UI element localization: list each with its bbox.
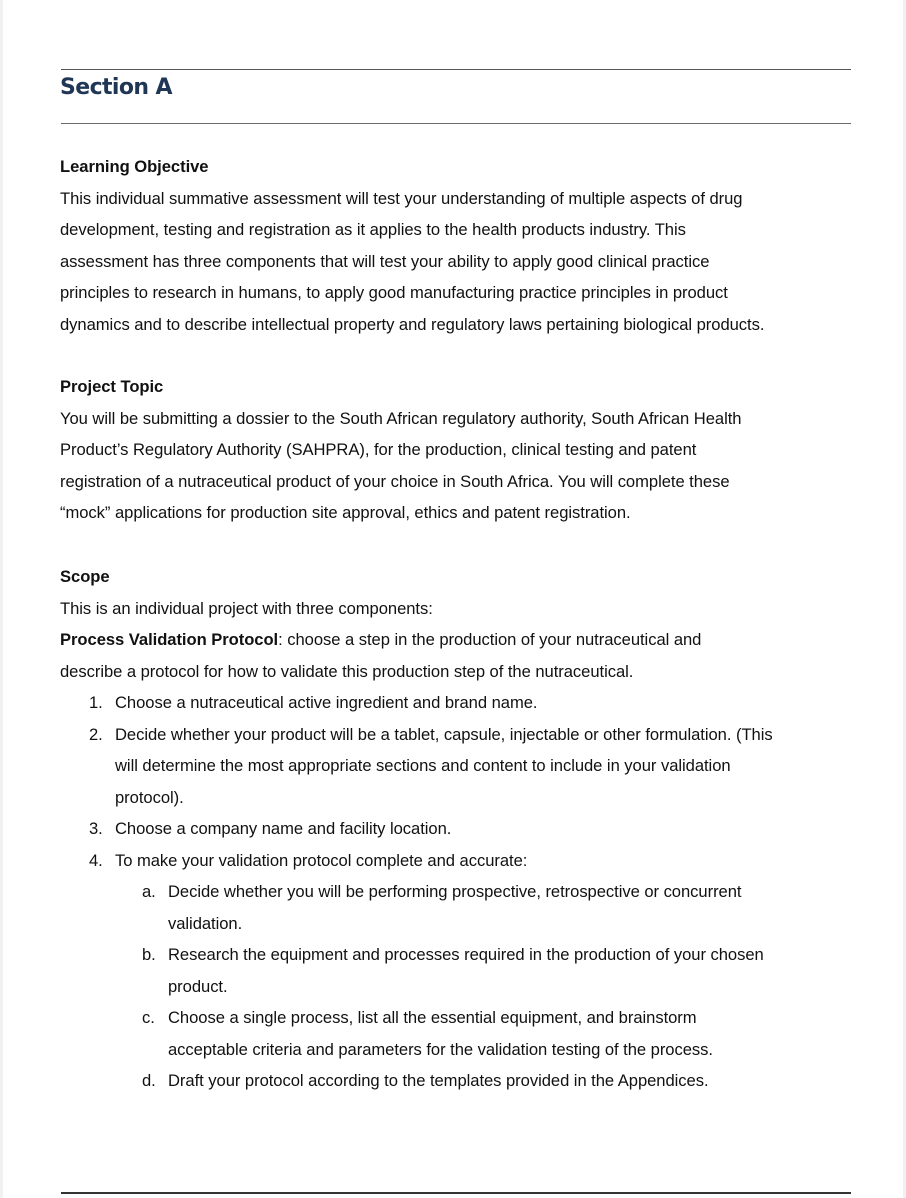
list-item — [60, 687, 860, 719]
text-line: : choose a step in the production of your nutraceutical and — [278, 630, 702, 649]
text-line: principles to research in humans, to apply good manufacturing practice principles in product — [60, 283, 728, 302]
text-line: Draft your protocol according to the templates provided in the Appendices. — [168, 1071, 709, 1090]
list-item — [60, 719, 860, 814]
text-line: acceptable criteria and parameters for the validation testing of the process. — [168, 1039, 713, 1059]
text-line: development, testing and registration as it applies to the health products industry. This — [60, 220, 686, 239]
project-topic-heading: Project Topic — [60, 377, 164, 396]
text-line: validation. — [168, 913, 243, 933]
list-number: 2. — [89, 724, 103, 744]
section-divider — [61, 123, 851, 124]
scope-section — [60, 561, 860, 1097]
learning-objective-heading: Learning Objective — [60, 157, 209, 176]
steps-list — [60, 687, 860, 1097]
list-number: 4. — [89, 850, 103, 870]
text-line: Research the equipment and processes required in the production of your chosen — [168, 945, 764, 964]
section-title: Section A — [60, 75, 172, 100]
list-letter: d. — [142, 1071, 156, 1090]
text-line: assessment has three components that will test your ability to apply good clinical practice — [60, 251, 710, 271]
list-number: 1. — [89, 693, 103, 712]
text-line: Choose a company name and facility location. — [115, 819, 452, 838]
learning-objective-paragraph — [60, 183, 860, 341]
list-number: 3. — [89, 819, 103, 838]
list-item — [60, 845, 860, 1097]
text-line: protocol). — [115, 787, 184, 807]
component-description — [60, 624, 860, 687]
text-line: Decide whether you will be performing prospective, retrospective or concurrent — [168, 882, 742, 901]
text-line: will determine the most appropriate sections and content to include in your validation — [115, 756, 731, 775]
text-line: Decide whether your product will be a tablet, capsule, injectable or other formulation. (This — [115, 724, 773, 744]
scope-intro: This is an individual project with three components: — [60, 598, 433, 618]
sub-list-item — [115, 939, 860, 1002]
list-item — [60, 813, 860, 845]
sub-list-item — [115, 1002, 860, 1065]
text-line: “mock” applications for production site approval, ethics and patent registration. — [60, 503, 631, 522]
text-line: product. — [168, 976, 228, 996]
learning-objective-section — [60, 151, 860, 340]
sub-list-item — [115, 1065, 860, 1097]
list-letter: b. — [142, 945, 156, 964]
text-line: Choose a nutraceutical active ingredient and brand name. — [115, 693, 538, 712]
project-topic-section — [60, 371, 860, 529]
scope-heading: Scope — [60, 567, 110, 586]
component-label: Process Validation Protocol — [60, 630, 279, 649]
text-line: describe a protocol for how to validate this production step of the nutraceutical. — [60, 661, 634, 681]
text-line: Product’s Regulatory Authority (SAHPRA), for the production, clinical testing and patent — [60, 440, 697, 459]
list-letter: c. — [142, 1008, 155, 1027]
text-line: dynamics and to describe intellectual property and regulatory laws pertaining biological products. — [60, 314, 765, 334]
sub-list-item — [115, 876, 860, 939]
list-letter: a. — [142, 882, 156, 901]
top-divider — [61, 69, 851, 70]
text-line: registration of a nutraceutical product of your choice in South Africa. You will complete these — [60, 471, 730, 491]
text-line: This individual summative assessment will test your understanding of multiple aspects of drug — [60, 188, 743, 208]
footer-divider — [61, 1192, 851, 1194]
text-line: You will be submitting a dossier to the South African regulatory authority, South African Health — [60, 408, 742, 428]
text-line: Choose a single process, list all the essential equipment, and brainstorm — [168, 1008, 697, 1027]
text-line: To make your validation protocol complete and accurate: — [115, 850, 528, 870]
substeps-list — [115, 876, 860, 1097]
project-topic-paragraph — [60, 403, 860, 529]
document-page — [3, 0, 903, 1198]
